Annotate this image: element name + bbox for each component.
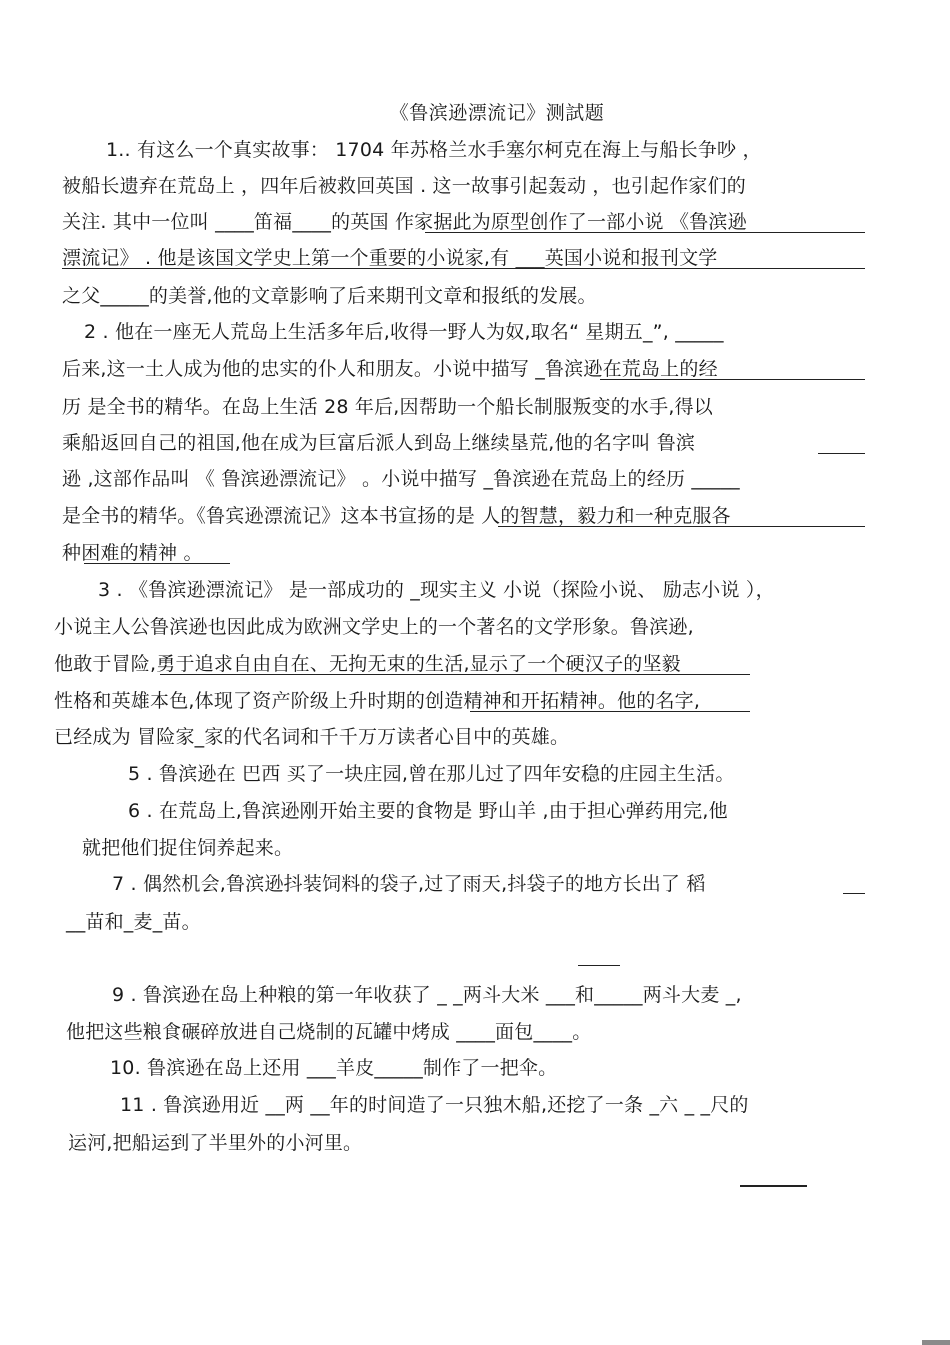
- text-line: 关注. 其中一位叫 ____笛福____的英国 作家据此为原型创作了一部小说 《鲁滨逊: [62, 211, 747, 233]
- underline-rule: [84, 563, 230, 564]
- text-line: 1.. 有这么一个真实故事： 1704 年苏格兰水手塞尔柯克在海上与船长争吵 ，: [106, 139, 762, 161]
- text-line: 历 是全书的精华。在岛上生活 28 年后,因帮助一个船长制服叛变的水手,得以: [62, 396, 713, 418]
- text-line: 性格和英雄本色,体现了资产阶级上升时期的创造精神和开拓精神。他的名字,: [54, 690, 701, 712]
- text-line: 11 . 鲁滨逊用近 __两 __年的时间造了一只独木船,还挖了一条 _六 _ _尺的: [120, 1094, 749, 1116]
- text-line: 9 . 鲁滨逊在岛上种粮的第一年收获了 _ _两斗大米 ___和_____两斗大麦 _,: [112, 984, 742, 1006]
- page-edge-mark: [922, 1340, 950, 1345]
- underline-rule: [843, 893, 865, 894]
- text-line: 5 . 鲁滨逊在 巴西 买了一块庄园,曾在那儿过了四年安稳的庄园主生活。: [128, 763, 735, 785]
- underline-rule: [425, 232, 865, 233]
- text-line: 逊 ,这部作品叫 《 鲁滨逊漂流记》 。小说中描写 _鲁滨逊在荒岛上的经历 _____: [62, 468, 740, 490]
- underline-rule: [600, 379, 865, 380]
- underline-rule: [62, 268, 865, 269]
- text-line: 他把这些粮食碾碎放进自己烧制的瓦罐中烤成 ____面包____。: [66, 1021, 592, 1043]
- text-line: 2 . 他在一座无人荒岛上生活多年后,收得一野人为奴,取名“ 星期五_”, _____: [84, 321, 724, 343]
- text-line: __苗和_麦_苗。: [66, 911, 201, 933]
- text-line: 小说主人公鲁滨逊也因此成为欧洲文学史上的一个著名的文学形象。鲁滨逊,: [54, 616, 694, 638]
- text-line: 10. 鲁滨逊在岛上还用 ___羊皮_____制作了一把伞。: [110, 1057, 558, 1079]
- text-line: 就把他们捉住饲养起来。: [82, 837, 294, 859]
- text-line: 6 . 在荒岛上,鲁滨逊刚开始主要的食物是 野山羊 ,由于担心弹药用完,他: [128, 800, 728, 822]
- text-line: 他敢于冒险,勇于追求自由自在、无拘无束的生活,显示了一个硬汉子的坚毅: [54, 653, 681, 675]
- underline-rule: [740, 1185, 807, 1187]
- underline-rule: [470, 711, 750, 712]
- document-title: 《鲁滨逊漂流记》测試题: [389, 102, 605, 124]
- text-line: 种困难的精神 。: [62, 542, 203, 564]
- text-line: 已经成为 冒险家_家的代名词和千千万万读者心目中的英雄。: [54, 726, 570, 748]
- text-line: 3 . 《鲁滨逊漂流记》 是一部成功的 _现实主义 小说（探险小说、 励志小说 ），: [98, 579, 775, 601]
- text-line: 乘船返回自己的祖国,他在成为巨富后派人到岛上继续垦荒,他的名字叫 鲁滨: [62, 432, 696, 454]
- underline-rule: [818, 453, 865, 454]
- text-line: 被船长遗弃在荒岛上 ，四年后被救回英国 . 这一故事引起轰动 ，也引起作家们的: [62, 175, 746, 197]
- text-line: 漂流记》 . 他是该国文学史上第一个重要的小说家,有 ___英国小说和报刊文学: [62, 247, 718, 269]
- text-line: 是全书的精华。《鲁宾逊漂流记》这本书宣扬的是 人的智慧，毅力和一种克服各: [62, 505, 731, 527]
- text-line: 后来,这一土人成为他的忠实的仆人和朋友。小说中描写 _鲁滨逊在荒岛上的经: [62, 358, 718, 380]
- underline-rule: [578, 965, 620, 966]
- underline-rule: [160, 674, 750, 675]
- text-line: 之父_____的美誉,他的文章影响了后来期刊文章和报纸的发展。: [62, 285, 597, 307]
- text-line: 运河,把船运到了半里外的小河里。: [68, 1132, 363, 1154]
- text-line: 7 . 偶然机会,鲁滨逊抖装饲料的袋子,过了雨天,抖袋子的地方长出了 稻: [112, 873, 706, 895]
- underline-rule: [498, 526, 865, 527]
